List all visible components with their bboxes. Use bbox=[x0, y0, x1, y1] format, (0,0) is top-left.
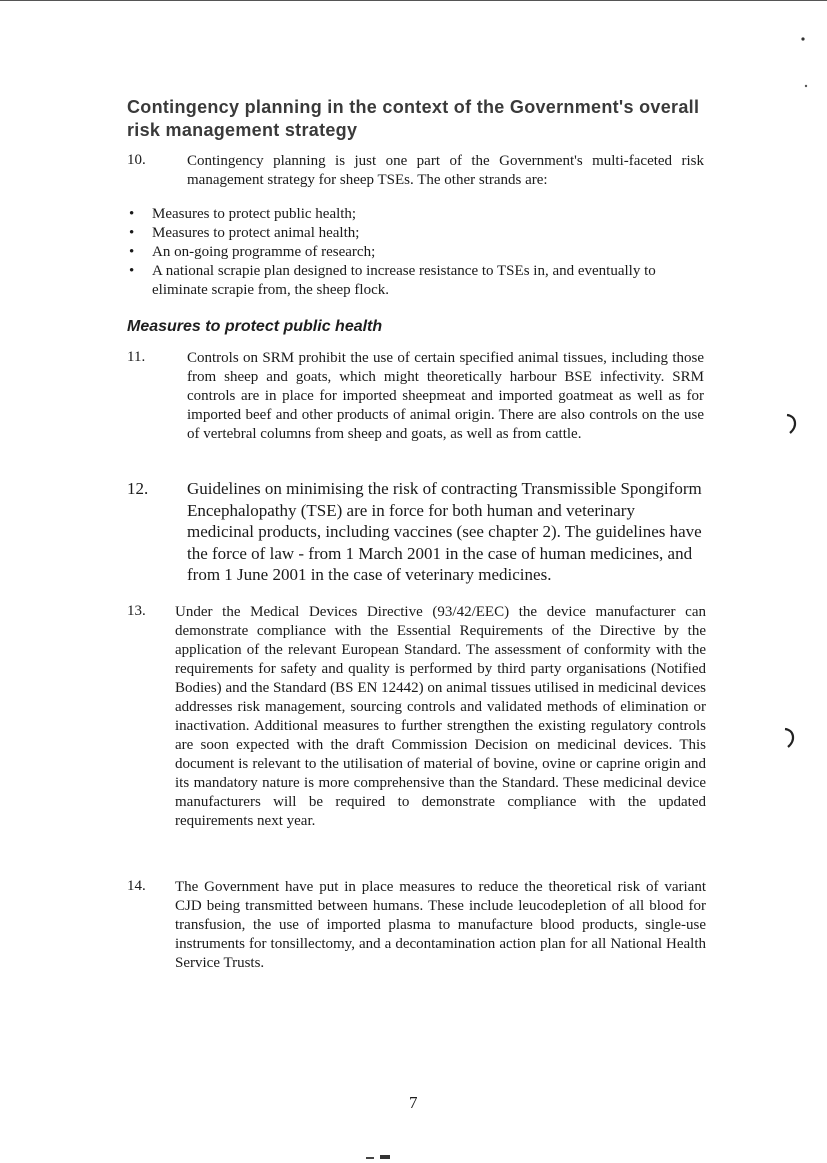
para-10-text: Contingency planning is just one part of the Government's multi-faceted risk management strategy for sheep TSEs. The other strands are: bbox=[187, 153, 704, 188]
top-border-line bbox=[0, 0, 827, 1]
para-number-12: 12. bbox=[127, 479, 149, 498]
bullet-icon: • bbox=[129, 244, 135, 260]
speck-mark-icon bbox=[800, 36, 806, 42]
para-13-text: Under the Medical Devices Directive (93/42/EEC) the device manufacturer can demonstrate compliance with the Essential Requirements of the Directive by the application of the relevant European Standard. The assessment of conformity with the requirements for safety and quality is performed by third party organisations (Notified Bodies) and the Standard (BS EN 12442) on animal tissues utilised in medicinal devices addresses risk management, sourcing controls and validated methods of elimination or inactivation. Additional measures to further strengthen the existing regulatory controls are soon expected with the draft Commission Decision on medicinal devices. This document is relevant to the utilisation of material of bovine, ovine or caprine origin and its mandatory nature is more comprehensive than the Standard. These medicinal device manufacturers will be required to demonstrate compliance with the updated requirements next year. bbox=[175, 604, 706, 829]
list-item: • A national scrapie plan designed to increase resistance to TSEs in, and eventually to eliminate scrapie from, the sheep flock. bbox=[129, 263, 656, 298]
section-heading: Contingency planning in the context of the Government's overall risk management strategy bbox=[127, 97, 700, 140]
list-item: • Measures to protect animal health; bbox=[129, 225, 360, 241]
bullet-icon: • bbox=[129, 263, 135, 279]
punch-hole-mark-icon bbox=[782, 726, 798, 750]
list-item: • An on-going programme of research; bbox=[129, 244, 376, 260]
para-14-text: The Government have put in place measures to reduce the theoretical risk of variant CJD being transmitted between humans. These include leucodepletion of all blood for transfusion, the use of imported plasma to manufacture blood products, single-use instruments for tonsillectomy, and a decontamination action plan for all National Health Service Trusts. bbox=[175, 879, 706, 971]
para-number-13: 13. bbox=[127, 603, 146, 619]
para-number-14: 14. bbox=[127, 878, 146, 894]
subsection-heading: Measures to protect public health bbox=[127, 318, 383, 335]
para-number-11: 11. bbox=[127, 349, 146, 365]
strands-list bbox=[127, 205, 707, 300]
speck-mark-icon bbox=[803, 83, 809, 89]
para-11-text: Controls on SRM prohibit the use of certain specified animal tissues, including those from sheep and goats, which might theoretically harbour BSE infectivity. SRM controls are in place for imported sheepmeat and imported goatmeat as well as for imported beef and other products of animal origin. There are also controls on the use of vertebral columns from sheep and goats, as well as from cattle. bbox=[187, 350, 704, 442]
scan-artifact-icon bbox=[366, 1154, 400, 1162]
para-number-10: 10. bbox=[127, 152, 146, 168]
para-12-text: Guidelines on minimising the risk of contracting Transmissible Spongiform Encephalopathy (TSE) are in force for both human and veterinary medicinal products, including vaccines (see chapter 2). The guidelines have the force of law - from 1 March 2001 in the case of human medicines, and from 1 June 2001 in the case of veterinary medicines. bbox=[187, 479, 702, 584]
bullet-icon: • bbox=[129, 206, 135, 222]
page-number: 7 bbox=[409, 1093, 418, 1112]
punch-hole-mark-icon bbox=[784, 412, 800, 436]
bullet-icon: • bbox=[129, 225, 135, 241]
list-item: • Measures to protect public health; bbox=[129, 206, 357, 222]
